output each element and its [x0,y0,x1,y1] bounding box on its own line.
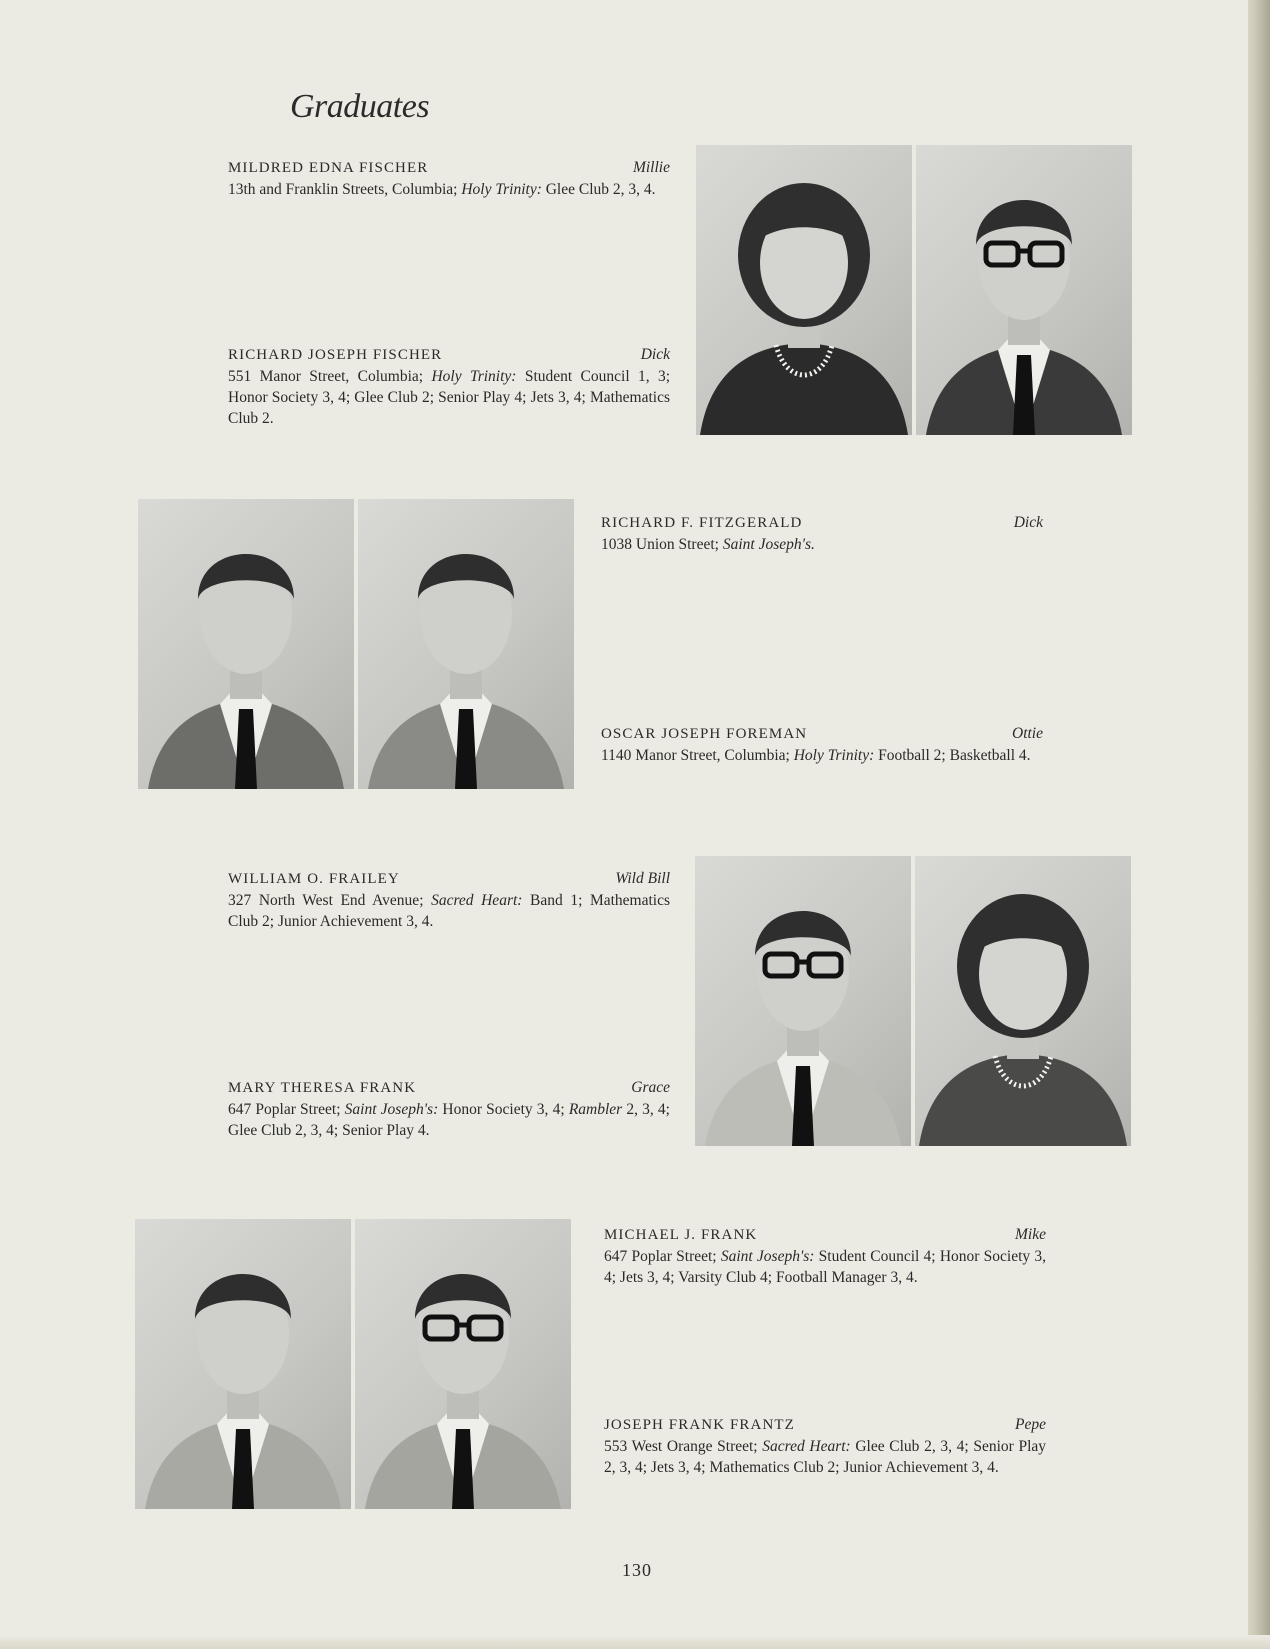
photo-row [696,145,1132,435]
portrait-figure [696,145,912,435]
page-bottom-edge [0,1635,1270,1649]
graduate-details: 647 Poplar Street; Saint Joseph's: Student Council 4; Honor Society 3, 4; Jets 3, 4; Varsity Club 4; Football Manager 3, 4. [604,1248,1046,1286]
graduate-details: 1038 Union Street; Saint Joseph's. [601,536,815,553]
graduate-entry [228,157,670,200]
graduate-entry [604,1414,1046,1478]
graduate-details: 13th and Franklin Streets, Columbia; Holy Trinity: Glee Club 2, 3, 4. [228,181,656,198]
graduate-entry [601,512,1043,555]
portrait-photo [916,145,1132,435]
graduate-nickname: Dick [640,346,670,363]
graduate-entry [228,868,670,932]
portrait-figure [695,856,911,1146]
graduate-name: MICHAEL J. FRANK [604,1227,758,1243]
graduate-nickname: Mike [1015,1226,1046,1243]
graduate-nickname: Wild Bill [615,870,670,887]
graduate-entry [601,723,1043,766]
portrait-figure [915,856,1131,1146]
graduate-name: RICHARD JOSEPH FISCHER [228,347,443,363]
portrait-figure [135,1219,351,1509]
portrait-photo [696,145,912,435]
graduate-details: 553 West Orange Street; Sacred Heart: Glee Club 2, 3, 4; Senior Play 2, 3, 4; Jets 3, 4; Mathematics Club 2; Junior Achievement 3, 4. [604,1438,1047,1476]
graduate-details: 647 Poplar Street; Saint Joseph's: Honor Society 3, 4; Rambler 2, 3, 4; Glee Club 2, 3, 4; Senior Play 4. [228,1101,670,1139]
graduate-name: OSCAR JOSEPH FOREMAN [601,726,808,742]
photo-row [135,1219,571,1509]
graduate-name: WILLIAM O. FRAILEY [228,871,400,887]
portrait-photo [138,499,354,789]
page-number: 130 [622,1560,652,1580]
portrait-figure [358,499,574,789]
graduate-details: 551 Manor Street, Columbia; Holy Trinity: Student Council 1, 3; Honor Society 3, 4; Glee Club 2; Senior Play 4; Jets 3, 4; Mathematics Club 2. [228,368,671,427]
graduate-nickname: Grace [631,1079,670,1096]
graduate-name: RICHARD F. FITZGERALD [601,515,803,531]
graduate-name: JOSEPH FRANK FRANTZ [604,1417,795,1433]
sweater-shape [700,343,908,435]
portrait-photo [358,499,574,789]
photo-row [695,856,1131,1146]
portrait-photo [915,856,1131,1146]
graduate-entry [604,1224,1046,1288]
portrait-figure [916,145,1132,435]
portrait-photo [355,1219,571,1509]
graduate-entry [228,344,670,429]
graduate-details: 1140 Manor Street, Columbia; Holy Trinity: Football 2; Basketball 4. [601,747,1031,764]
photo-row [138,499,574,789]
graduate-nickname: Millie [632,159,670,176]
graduate-nickname: Dick [1013,514,1043,531]
sweater-shape [919,1054,1127,1146]
portrait-figure [138,499,354,789]
graduate-name: MARY THERESA FRANK [228,1080,417,1096]
graduate-entry [228,1077,670,1141]
portrait-photo [135,1219,351,1509]
graduate-nickname: Pepe [1015,1416,1046,1433]
graduate-name: MILDRED EDNA FISCHER [228,160,429,176]
page-edge [1248,0,1270,1649]
page-title: Graduates [290,88,430,125]
graduate-nickname: Ottie [1012,725,1043,742]
graduate-details: 327 North West End Avenue; Sacred Heart: Band 1; Mathematics Club 2; Junior Achievement 3, 4. [228,892,670,930]
portrait-figure [355,1219,571,1509]
portrait-photo [695,856,911,1146]
